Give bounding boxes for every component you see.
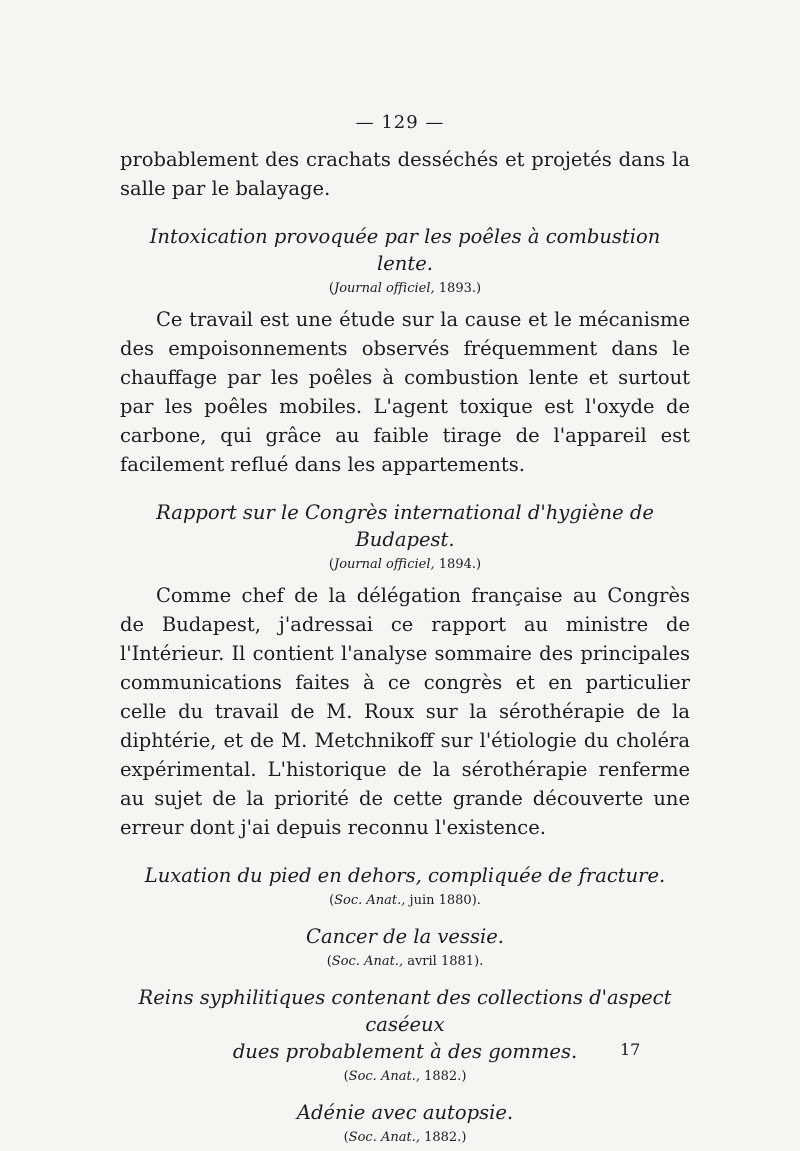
section-source: (Soc. Anat., 1882.)	[343, 1130, 467, 1145]
source-date: 1893.	[434, 281, 476, 296]
source-date: 1894.	[434, 557, 476, 572]
source-journal: Journal officiel,	[333, 557, 435, 572]
section-adenie	[120, 1099, 690, 1148]
section-title: Luxation du pied en dehors, compliquée de fracture.	[144, 864, 666, 887]
section-source: (Soc. Anat., juin 1880).	[329, 893, 481, 908]
section-intoxication	[120, 223, 690, 479]
section-title-line2: dues probablement à des gommes.	[232, 1040, 578, 1063]
source-date: 1882.	[419, 1069, 462, 1084]
section-rapport-budapest	[120, 499, 690, 842]
source-journal: Soc. Anat.,	[348, 1130, 420, 1145]
page-content	[120, 145, 690, 1148]
section-source: (Journal officiel, 1894.)	[328, 557, 482, 572]
section-body: Ce travail est une étude sur la cause et le mécanisme des empoisonnements observés fréquemment dans le chauffage par les poêles à combustion lente et surtout par les poêles mobiles. L'agent toxique est l'oxyde de carbone, qui grâce au faible tirage de l'appareil est facilement reflué dans les appartements.	[120, 308, 690, 476]
section-title: Rapport sur le Congrès international d'hygiène de Budapest.	[156, 501, 654, 551]
section-cancer-vessie	[120, 923, 690, 972]
section-title: Adénie avec autopsie.	[296, 1101, 514, 1124]
section-source: (Soc. Anat., 1882.)	[343, 1069, 467, 1084]
signature-mark: 17	[620, 1040, 641, 1059]
source-journal: Soc. Anat.,	[348, 1069, 420, 1084]
section-title: Cancer de la vessie.	[306, 925, 504, 948]
source-journal: Soc. Anat.,	[334, 893, 406, 908]
section-body: Comme chef de la délégation française au Congrès de Budapest, j'adressai ce rapport au ministre de l'Intérieur. Il contient l'analyse sommaire des principales communications faites à ce congrès et en particulier celle du travail de M. Roux sur la sérothérapie de la diphtérie, et de M. Metchnikoff sur l'étiologie du choléra expérimental. L'historique de la sérothérapie renferme au sujet de la priorité de cette grande découverte une erreur dont j'ai depuis reconnu l'existence.	[120, 584, 690, 839]
section-source: (Soc. Anat., avril 1881).	[326, 954, 484, 969]
section-luxation	[120, 862, 690, 911]
source-journal: Journal officiel,	[333, 281, 435, 296]
intro-paragraph: probablement des crachats desséchés et projetés dans la salle par le balayage.	[120, 148, 690, 200]
section-title-line1: Reins syphilitiques contenant des collections d'aspect caséeux	[138, 986, 672, 1036]
source-date: 1882.	[419, 1130, 462, 1145]
section-source: (Journal officiel, 1893.)	[328, 281, 482, 296]
source-journal: Soc. Anat.,	[331, 954, 404, 969]
source-date: juin 1880	[405, 893, 472, 908]
source-date: avril 1881	[403, 954, 475, 969]
page-number: — 129 —	[355, 112, 445, 133]
section-title: Intoxication provoquée par les poêles à combustion lente.	[149, 225, 661, 275]
section-reins-syphilitiques	[120, 984, 690, 1087]
